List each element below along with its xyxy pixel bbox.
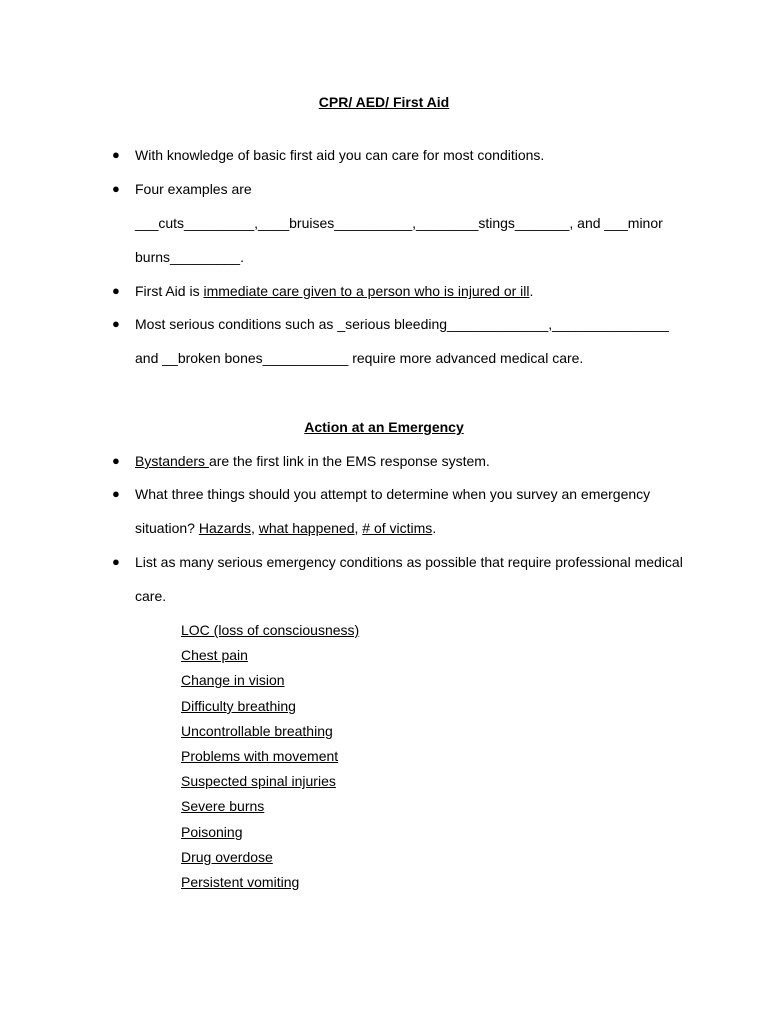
list-item: Severe burns: [181, 798, 265, 814]
paragraph-four-examples: Four examples are: [135, 181, 252, 197]
paragraph-list-conditions-end: care.: [135, 588, 167, 604]
paragraph-survey-answers: [135, 519, 436, 537]
paragraph-first-aid-knowledge: With knowledge of basic first aid you can care for most conditions.: [135, 147, 545, 163]
list-item: Difficulty breathing: [181, 698, 296, 714]
section-title-emergency: Action at an Emergency: [304, 419, 464, 435]
list-item: Change in vision: [181, 672, 285, 688]
bullet-icon: ●: [112, 147, 120, 162]
section-title-cpr: CPR/ AED/ First Aid: [318, 94, 450, 110]
paragraph-list-conditions: List as many serious emergency conditions as possible that require professional medical: [135, 554, 683, 570]
bullet-icon: ●: [112, 453, 120, 468]
survey-suffix: .: [432, 520, 437, 536]
paragraph-bystanders: [135, 452, 490, 470]
bullet-icon: ●: [112, 283, 120, 298]
definition-suffix: .: [529, 283, 534, 299]
list-item: Drug overdose: [181, 849, 273, 865]
list-item: Poisoning: [181, 824, 243, 840]
paragraph-four-examples-answers: ___cuts_________,____bruises__________,________stings_______, and ___minor: [135, 215, 663, 231]
definition-prefix: First Aid is: [135, 283, 204, 299]
paragraph-serious-conditions: Most serious conditions such as _serious bleeding_____________,_______________: [135, 316, 669, 332]
definition-answer: immediate care given to a person who is injured or ill: [203, 283, 530, 299]
list-item: Suspected spinal injuries: [181, 773, 336, 789]
bystanders-text: are the first link in the EMS response system.: [208, 453, 490, 469]
separator: ,: [250, 520, 259, 536]
answer-victims: # of victims: [362, 520, 433, 536]
list-item: Chest pain: [181, 647, 248, 663]
list-item: Persistent vomiting: [181, 874, 300, 890]
answer-what-happened: what happened: [258, 520, 355, 536]
answer-hazards: Hazards: [198, 520, 251, 536]
survey-prefix: situation?: [135, 520, 199, 536]
bullet-icon: ●: [112, 554, 120, 569]
bullet-icon: ●: [112, 181, 120, 196]
paragraph-four-examples-end: burns_________.: [135, 249, 244, 265]
bullet-icon: ●: [112, 486, 120, 501]
separator: ,: [354, 520, 363, 536]
list-item: Uncontrollable breathing: [181, 723, 333, 739]
bullet-icon: ●: [112, 316, 120, 331]
list-item: Problems with movement: [181, 748, 339, 764]
list-item: LOC (loss of consciousness): [181, 622, 360, 638]
paragraph-serious-conditions-end: and __broken bones___________ require more advanced medical care.: [135, 350, 584, 366]
paragraph-survey-question: What three things should you attempt to determine when you survey an emergency: [135, 486, 651, 502]
bystanders-answer: Bystanders: [135, 453, 209, 469]
paragraph-first-aid-definition: [135, 282, 533, 300]
